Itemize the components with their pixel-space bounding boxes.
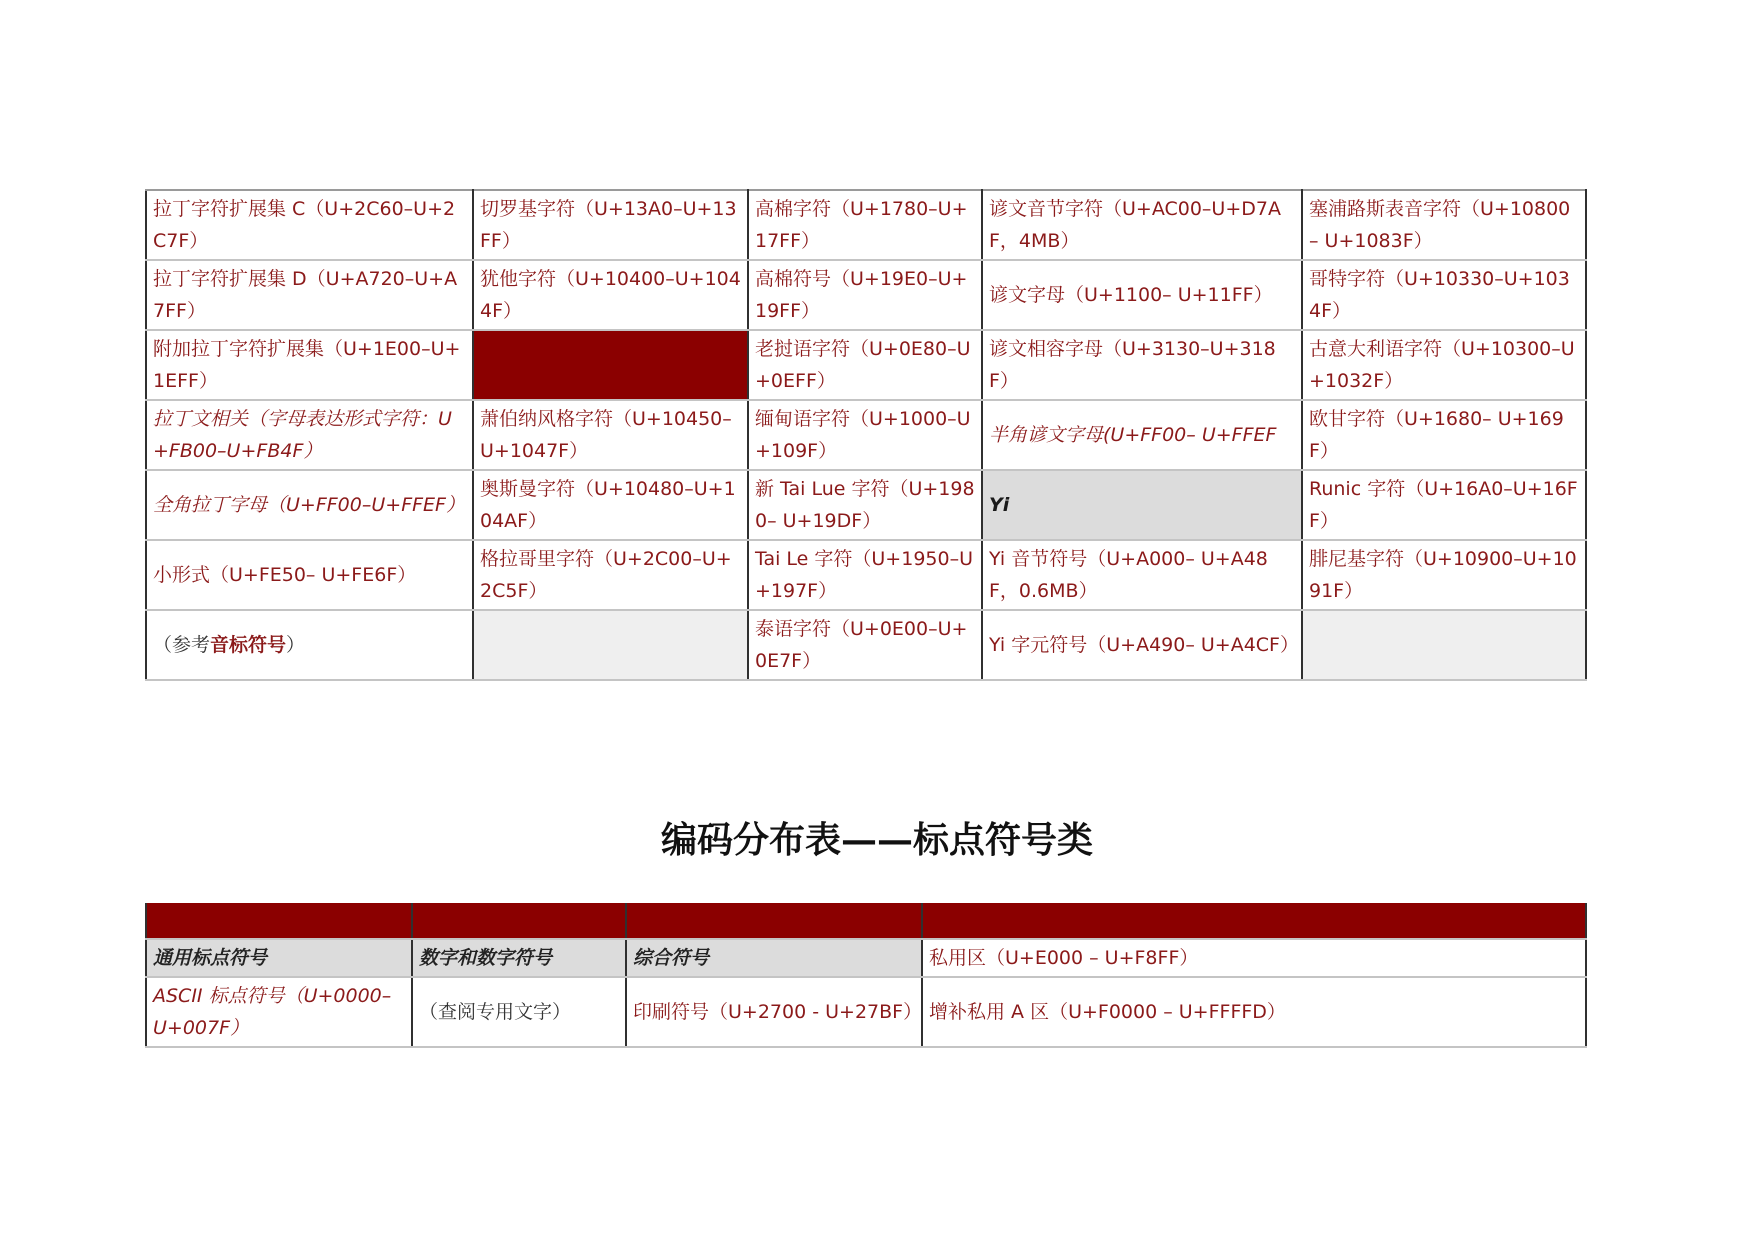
table-cell: Yi 字元符号（U+A490– U+A4CF） bbox=[982, 610, 1302, 680]
table-cell: 拉丁字符扩展集 D（U+A720–U+A7FF） bbox=[146, 260, 473, 330]
table-cell: 犹他字符（U+10400–U+1044F） bbox=[473, 260, 748, 330]
reference-suffix: ） bbox=[286, 634, 306, 656]
empty-cell bbox=[1302, 610, 1586, 680]
table-cell: 印刷符号（U+2700 - U+27BF） bbox=[626, 977, 922, 1047]
header-bar-row bbox=[146, 903, 1586, 939]
reference-prefix: （参考 bbox=[153, 634, 211, 656]
table-cell: 新 Tai Lue 字符（U+1980– U+19DF） bbox=[748, 470, 982, 540]
table-row bbox=[146, 260, 1586, 330]
table-cell: 泰语字符（U+0E00–U+0E7F） bbox=[748, 610, 982, 680]
table-cell: 小形式（U+FE50– U+FE6F） bbox=[146, 540, 473, 610]
table-cell: 塞浦路斯表音字符（U+10800– U+1083F） bbox=[1302, 190, 1586, 260]
table-cell: 谚文音节字符（U+AC00–U+D7AF，4MB） bbox=[982, 190, 1302, 260]
phonetic-symbols-link[interactable]: 音标符号 bbox=[210, 634, 287, 656]
reference-cell bbox=[146, 610, 473, 680]
header-bar-cell bbox=[146, 903, 412, 939]
table-cell: 拉丁字符扩展集 C（U+2C60–U+2C7F） bbox=[146, 190, 473, 260]
table-cell: 古意大利语字符（U+10300–U+1032F） bbox=[1302, 330, 1586, 400]
table-cell: Runic 字符（U+16A0–U+16FF） bbox=[1302, 470, 1586, 540]
punctuation-table bbox=[145, 903, 1587, 1048]
table-cell: 奥斯曼字符（U+10480–U+104AF） bbox=[473, 470, 748, 540]
table-cell: （查阅专用文字） bbox=[412, 977, 626, 1047]
column-header-row bbox=[146, 939, 1586, 977]
empty-cell bbox=[473, 610, 748, 680]
table-cell: Tai Le 字符（U+1950–U+197F） bbox=[748, 540, 982, 610]
table-row bbox=[146, 400, 1586, 470]
table-row bbox=[146, 190, 1586, 260]
table-cell: 哥特字符（U+10330–U+1034F） bbox=[1302, 260, 1586, 330]
table-cell: 增补私用 A 区（U+F0000 – U+FFFFD） bbox=[922, 977, 1586, 1047]
table-row bbox=[146, 330, 1586, 400]
table-cell: 附加拉丁字符扩展集（U+1E00–U+1EFF） bbox=[146, 330, 473, 400]
table-cell: 格拉哥里字符（U+2C00–U+2C5F） bbox=[473, 540, 748, 610]
unicode-blocks-table bbox=[145, 189, 1587, 681]
empty-red-cell bbox=[473, 330, 748, 400]
table-cell: 半角谚文字母(U+FF00– U+FFEF bbox=[982, 400, 1302, 470]
table-cell: 拉丁文相关（字母表达形式字符：U+FB00–U+FB4F） bbox=[146, 400, 473, 470]
table-cell: 切罗基字符（U+13A0–U+13FF） bbox=[473, 190, 748, 260]
column-header: 通用标点符号 bbox=[146, 939, 412, 977]
header-bar-cell bbox=[626, 903, 922, 939]
table-cell: 全角拉丁字母（U+FF00–U+FFEF） bbox=[146, 470, 473, 540]
header-bar-cell bbox=[922, 903, 1586, 939]
table-cell: 高棉字符（U+1780–U+17FF） bbox=[748, 190, 982, 260]
table-cell: 谚文字母（U+1100– U+11FF） bbox=[982, 260, 1302, 330]
table-cell: 欧甘字符（U+1680– U+169F） bbox=[1302, 400, 1586, 470]
table-cell: 谚文相容字母（U+3130–U+318F） bbox=[982, 330, 1302, 400]
column-header: 综合符号 bbox=[626, 939, 922, 977]
section-title: 编码分布表——标点符号类 bbox=[660, 819, 1093, 861]
column-header: 数字和数字符号 bbox=[412, 939, 626, 977]
table-cell: 萧伯纳风格字符（U+10450–U+1047F） bbox=[473, 400, 748, 470]
table-cell: Yi 音节符号（U+A000– U+A48F，0.6MB） bbox=[982, 540, 1302, 610]
header-bar-cell bbox=[412, 903, 626, 939]
table-cell: 缅甸语字符（U+1000–U+109F） bbox=[748, 400, 982, 470]
table-cell: ASCII 标点符号（U+0000–U+007F） bbox=[146, 977, 412, 1047]
table-row bbox=[146, 610, 1586, 680]
table-cell: 高棉符号（U+19E0–U+19FF） bbox=[748, 260, 982, 330]
table-cell: 腓尼基字符（U+10900–U+1091F） bbox=[1302, 540, 1586, 610]
table-row bbox=[146, 977, 1586, 1047]
table-row bbox=[146, 470, 1586, 540]
table-cell: 老挝语字符（U+0E80–U+0EFF） bbox=[748, 330, 982, 400]
table-row bbox=[146, 540, 1586, 610]
column-header: 私用区（U+E000 – U+F8FF） bbox=[922, 939, 1586, 977]
yi-heading-cell: Yi bbox=[982, 470, 1302, 540]
